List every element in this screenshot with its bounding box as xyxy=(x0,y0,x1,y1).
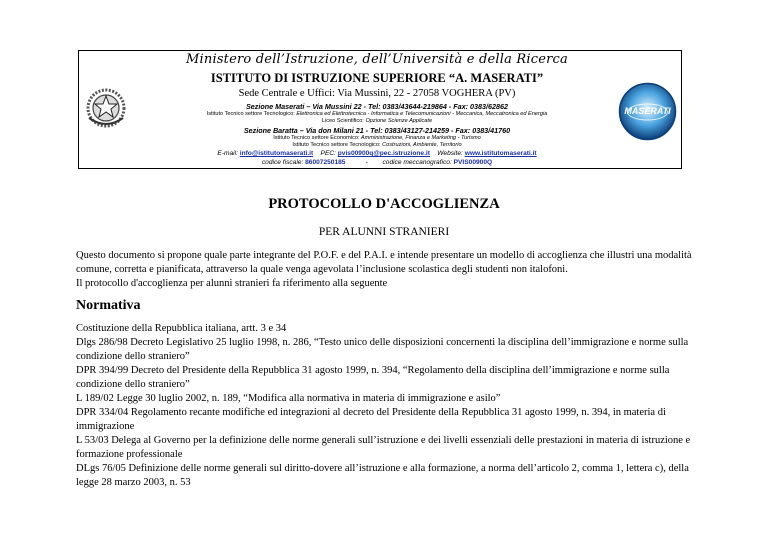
economico-label: Istituto Tecnico settore Economico: xyxy=(273,135,360,141)
codes-line xyxy=(150,159,604,166)
website-link[interactable]: www.istitutomaserati.it xyxy=(464,150,537,157)
section-maserati: Sezione Maserati – Via Mussini 22 - Tel: 0383/43644-219864 - Fax: 0383/62862 xyxy=(246,102,508,111)
logo-text: MASERATI xyxy=(624,106,671,116)
normativa-line: immigrazione xyxy=(76,421,135,432)
normativa-line: legge 28 marzo 2003, n. 53 xyxy=(76,477,191,488)
codice-mecc-label: codice meccanografico: xyxy=(382,159,452,166)
normativa-line: DPR 394/99 Decreto del Presidente della Repubblica 31 agosto 1999, n. 394, “Regolamento della disciplina dell’immigrazione e norme sulla xyxy=(76,365,670,376)
intro-line: comune, corretta e pianificata, attraverso la quale venga agevolata l’inclusione scolastica degli studenti non italofoni. xyxy=(76,264,568,275)
normativa-line: condizione dello straniero” xyxy=(76,379,190,390)
section-heading-normativa: Normativa xyxy=(76,298,141,313)
website-label: Website: xyxy=(437,150,463,157)
ministry-line: Ministero dell’Istruzione, dell’Università e della Ricerca xyxy=(186,52,568,67)
codice-fiscale-value: 86007250185 xyxy=(305,159,346,166)
pec-link[interactable]: pvis00900q@pec.istruzione.it xyxy=(337,150,430,157)
tecnologico-baratta-label: Istituto Tecnico settore Tecnologico: xyxy=(292,142,381,148)
tecnologico-maserati xyxy=(150,111,604,117)
normativa-line: condizione dello straniero” xyxy=(76,351,190,362)
intro-paragraph xyxy=(76,249,716,291)
email-label: E-mail: xyxy=(217,150,238,157)
pec-label: PEC: xyxy=(320,150,336,157)
maserati-logo xyxy=(618,82,677,141)
normativa-line: DLgs 76/05 Definizione delle norme generali sul diritto-dovere all’istruzione e alla formazione, a norma dell’articolo 2, comma 1, lettera c), della xyxy=(76,463,689,474)
document-title: PROTOCOLLO D'ACCOGLIENZA xyxy=(268,196,500,212)
normativa-line: DPR 334/04 Regolamento recante modifiche ed integrazioni al decreto del Presidente della Repubblica 31 agosto 1999, n. 394, in materia di xyxy=(76,407,666,418)
normativa-line: L 53/03 Delega al Governo per la definizione delle norme generali sull’istruzione e dei livelli essenziali delle prestazioni in materia di istruzione e xyxy=(76,435,691,446)
contacts-line xyxy=(150,150,604,157)
school-name: ISTITUTO DI ISTRUZIONE SUPERIORE “A. MASERATI” xyxy=(210,71,544,85)
tecnologico-maserati-value: Elettronica ed Elettrotecnica - Informatica e Telecomunicazioni - Meccanica, Meccatronica ed Energia xyxy=(296,111,548,117)
normativa-list xyxy=(76,322,716,490)
tecnologico-baratta-value: Costruzioni, Ambiente, Territorio xyxy=(382,142,462,148)
email-link[interactable]: info@istitutomaserati.it xyxy=(239,150,314,157)
codice-mecc-value: PVIS00900Q xyxy=(453,159,493,166)
liceo-label: Liceo Scientifico: xyxy=(321,118,364,124)
normativa-line: L 189/02 Legge 30 luglio 2002, n. 189, “Modifica alla normativa in materia di immigrazione e asilo” xyxy=(76,393,501,404)
intro-line: Il protocollo d'accoglienza per alunni stranieri fa riferimento alla seguente xyxy=(76,278,388,289)
codice-fiscale-label: codice fiscale: xyxy=(261,159,304,166)
economico-value: Amministrazione, Finanza e Marketing - Turismo xyxy=(360,135,481,141)
liceo-value: Opzione Scienze Applicate xyxy=(365,118,433,124)
intro-line: Questo documento si propone quale parte integrante del P.O.F. e del P.A.I. e intende presentare un modello di accoglienza che illustri una modalità xyxy=(76,250,692,261)
normativa-line: Dlgs 286/98 Decreto Legislativo 25 luglio 1998, n. 286, “Testo unico delle disposizioni concernenti la disciplina dell’immigrazione e norme sulla xyxy=(76,337,689,348)
document-subtitle: PER ALUNNI STRANIERI xyxy=(318,226,450,238)
tecnologico-maserati-label: Istituto Tecnico settore Tecnologico: xyxy=(206,111,295,117)
headquarters-address: Sede Centrale e Uffici: Via Mussini, 22 - 27058 VOGHERA (PV) xyxy=(238,88,516,99)
economico-line xyxy=(150,135,604,141)
section-baratta: Sezione Baratta – Via don Milani 21 - Tel: 0383/43127-214259 - Fax: 0383/41760 xyxy=(243,126,511,135)
liceo-line xyxy=(150,118,604,124)
normativa-line: Costituzione della Repubblica italiana, artt. 3 e 34 xyxy=(76,323,287,334)
tecnologico-baratta xyxy=(150,142,604,148)
codes-separator: - xyxy=(365,159,368,166)
normativa-line: formazione professionale xyxy=(76,449,183,460)
italian-republic-emblem xyxy=(83,84,129,132)
